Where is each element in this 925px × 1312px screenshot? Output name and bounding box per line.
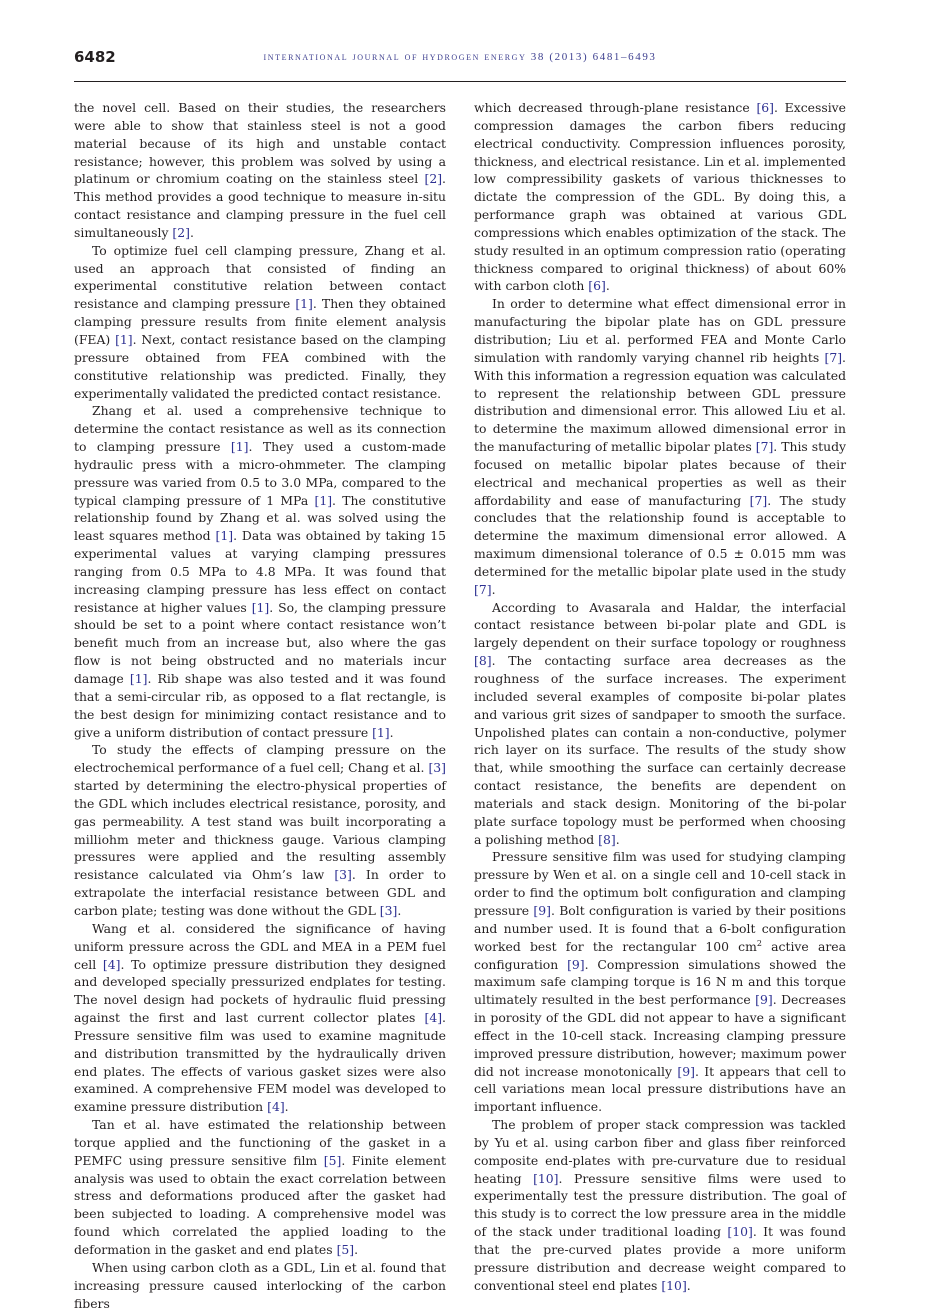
text-run: . xyxy=(491,581,496,597)
text-run: . xyxy=(189,224,194,240)
text-run: When using carbon cloth as a GDL, Lin et al. found that increasing pressure caused interlocking of the carbon fibers xyxy=(74,1259,446,1311)
citation-link[interactable]: [7] xyxy=(755,439,774,455)
text-run: . The constitutive relationship found by Zhang et al. was solved using the least squares method xyxy=(74,492,446,544)
text-run: . This study focused on metallic bipolar plates because of their electrical and mechanical properties as well as their affordability and ease of manufacturing xyxy=(474,439,846,508)
page-header xyxy=(74,48,846,82)
paragraph xyxy=(474,1116,846,1294)
paragraph xyxy=(74,920,446,1116)
paragraph xyxy=(74,242,446,403)
citation-link[interactable]: [1] xyxy=(230,439,249,455)
citation-link[interactable]: [6] xyxy=(756,100,775,115)
text-run: . The contacting surface area decreases as the roughness of the surface increases. The experiment included several examples of composite bi-polar plates and various grit sizes of sandpaper to smooth the surface. Unpolished plates can contain a non-conductive, polymer rich layer on its surface. The results of the study show that, while smoothing the surface can certainly decrease contact resistance, the benefits are dependent on materials and stack design. Monitoring of the bi-polar plate surface topology must be performed when choosing a polishing method xyxy=(474,653,846,847)
text-run: To study the effects of clamping pressure on the electrochemical performance of a fuel cell; Chang et al. xyxy=(74,742,446,776)
text-run: . xyxy=(605,278,610,294)
text-run: . Decreases in porosity of the GDL did not appear to have a significant effect in the 10-cell stack. Increasing clamping pressure improved pressure distribution, however; maximum power did not increase monotonically xyxy=(474,992,846,1079)
text-run: started by determining the electro-physical properties of the GDL which includes electrical resistance, porosity, and gas permeability. A test stand was built incorporating a milliohm meter and thickness gauge. Various clamping pressures were applied and the resulting assembly resistance calculated via Ohm’s law xyxy=(74,778,446,883)
citation-link[interactable]: [10] xyxy=(533,1170,559,1186)
citation-link[interactable]: [4] xyxy=(424,1010,443,1026)
citation-link[interactable]: [9] xyxy=(755,992,773,1008)
text-run: . xyxy=(284,1099,289,1115)
citation-link[interactable]: [8] xyxy=(598,831,616,847)
citation-link[interactable]: [9] xyxy=(677,1063,695,1079)
text-run: Zhang et al. used a comprehensive technique to determine the contact resistance as well as its connection to clamping pressure xyxy=(74,403,446,455)
citation-link[interactable]: [9] xyxy=(567,956,585,972)
citation-link[interactable]: [3] xyxy=(379,902,398,918)
text-run: The problem of proper stack compression was tackled by Yu et al. using carbon fiber and glass fiber reinforced composite end-plates with pre-curvature due to residual heating xyxy=(474,1117,846,1186)
citation-link[interactable]: [5] xyxy=(336,1242,355,1257)
paragraph xyxy=(474,599,846,849)
paragraph xyxy=(474,295,846,598)
text-run: the novel cell. Based on their studies, the researchers were able to show that stainless steel is not a good material because of its high and unstable contact resistance; however, this problem was solved by using a platinum or chromium coating on the stainless steel xyxy=(74,100,446,187)
paragraph xyxy=(74,741,446,919)
text-run: . xyxy=(389,724,394,740)
citation-link[interactable]: [10] xyxy=(727,1224,753,1240)
text-run: . xyxy=(615,831,620,847)
citation-link[interactable]: [7] xyxy=(824,349,843,365)
text-run: active area configuration xyxy=(474,938,846,972)
text-run: . Pressure sensitive films were used to experimentally test the pressure distribution. The goal of this study is to correct the low pressure area in the middle of the stack under traditional loading xyxy=(474,1170,846,1240)
citation-link[interactable]: [1] xyxy=(129,671,148,686)
text-run: . xyxy=(354,1242,359,1257)
citation-link[interactable]: [4] xyxy=(267,1099,285,1115)
citation-link[interactable]: [1] xyxy=(115,331,133,347)
citation-link[interactable]: [1] xyxy=(372,724,390,740)
citation-link[interactable]: [3] xyxy=(334,867,352,883)
citation-link[interactable]: [10] xyxy=(661,1277,687,1293)
text-run: Tan et al. have estimated the relationship between torque applied and the functioning of the gasket in a PEMFC using pressure sensitive film xyxy=(74,1117,446,1168)
citation-link[interactable]: [1] xyxy=(314,492,333,508)
text-run: . The study concludes that the relationship found is acceptable to determine the maximum dimensional error allowed. A maximum dimensional tolerance of 0.5 ± 0.015 mm was determined for the metallic bipolar plate used in the study xyxy=(474,492,846,579)
citation-link[interactable]: [6] xyxy=(588,278,606,294)
text-run: . Data was obtained by taking 15 experimental values at varying clamping pressures ranging from 0.5 MPa to 4.8 MPa. It was found that increasing clamping pressure has less effect on contact resistance at higher values xyxy=(74,528,446,615)
text-run: Pressure sensitive film was used for studying clamping pressure by Wen et al. on a single cell and 10-cell stack in order to find the optimum bolt configuration and clamping pressure xyxy=(474,849,846,918)
paragraph xyxy=(474,848,846,1116)
text-run: In order to determine what effect dimensional error in manufacturing the bipolar plate has on GDL pressure distribution; Liu et al. performed FEA and Monte Carlo simulation with randomly varying channel rib heights xyxy=(474,296,846,365)
text-run: To optimize fuel cell clamping pressure, Zhang et al. used an approach that consisted of finding an experimental constitutive relation between contact resistance and clamping pressure xyxy=(74,242,446,312)
text-run: . Bolt configuration is varied by their positions and number used. It is found that a 6-bolt configuration worked best for the rectangular 100 cm xyxy=(474,902,846,954)
text-run: . With this information a regression equation was calculated to represent the relationship between GDL pressure distribution and dimensional error. This allowed Liu et al. to determine the maximum allowed dimensional error in the manufacturing of metallic bipolar plates xyxy=(474,349,846,455)
text-run: . xyxy=(397,902,402,918)
paragraph xyxy=(474,99,846,295)
citation-link[interactable]: [2] xyxy=(172,224,190,240)
text-run: . Finite element analysis was used to obtain the exact correlation between stress and deformations produced after the gasket had been subjected to loading. A comprehensive model was found which correlated the applied loading to the deformation in the gasket and end plates xyxy=(74,1152,446,1257)
journal-title: international journal of hydrogen energy 38 (2013) 6481–6493 xyxy=(263,51,657,63)
text-run: . In order to extrapolate the interfacial resistance between GDL and carbon plate; testing was done without the GDL xyxy=(74,867,446,918)
text-run: . xyxy=(686,1277,691,1293)
text-run: According to Avasarala and Haldar, the interfacial contact resistance between bi-polar plate and GDL is largely dependent on their surface topology or roughness xyxy=(474,599,846,651)
citation-link[interactable]: [2] xyxy=(424,171,443,187)
left-column xyxy=(74,99,446,1312)
right-column xyxy=(474,99,846,1295)
citation-link[interactable]: [1] xyxy=(295,296,313,312)
citation-link[interactable]: [9] xyxy=(533,902,551,918)
text-run: . To optimize pressure distribution they designed and developed specially pressurized endplates for testing. The novel design had pockets of hydraulic fluid pressing against the first and last current collector plates xyxy=(74,956,446,1026)
text-run: . Then they obtained clamping pressure results from finite element analysis (FEA) xyxy=(74,296,446,347)
text-run: . They used a custom-made hydraulic press with a micro-ohmmeter. The clamping pressure was varied from 0.5 to 3.0 MPa, compared to the typical clamping pressure of 1 MPa xyxy=(74,439,446,508)
header-rule xyxy=(74,81,846,82)
citation-link[interactable]: [5] xyxy=(323,1152,342,1168)
text-run: . This method provides a good technique to measure in-situ contact resistance and clamping pressure in the fuel cell simultaneously xyxy=(74,171,446,240)
text-run: Wang et al. considered the significance of having uniform pressure across the GDL and MEA in a PEM fuel cell xyxy=(74,920,446,972)
citation-link[interactable]: [7] xyxy=(474,581,492,597)
citation-link[interactable]: [1] xyxy=(251,599,270,615)
superscript: 2 xyxy=(756,938,762,948)
text-run: . So, the clamping pressure should be set to a point where contact resistance won’t benefit much from an increase but, also where the gas flow is not being obstructed and no materials incur damage xyxy=(74,599,447,686)
citation-link[interactable]: [7] xyxy=(749,492,768,508)
text-run: which decreased through-plane resistance xyxy=(474,100,757,115)
citation-link[interactable]: [1] xyxy=(215,528,234,544)
text-run: . Rib shape was also tested and it was found that a semi-circular rib, as opposed to a flat rectangle, is the best design for minimizing contact resistance and to give a uniform distribution of contact pressure xyxy=(74,671,446,740)
text-run: . It appears that cell to cell variations mean local pressure distributions have an important influence. xyxy=(474,1063,846,1115)
citation-link[interactable]: [4] xyxy=(102,956,121,972)
paragraph xyxy=(74,99,446,242)
paragraph xyxy=(74,402,446,741)
text-run: . Excessive compression damages the carbon fibers reducing electrical conductivity. Compression influences porosity, thickness, and electrical resistance. Lin et al. implemented low compressibility gaskets of various thicknesses to dictate the compression of the GDL. By doing this, a performance graph was obtained at various GDL compressions which enables optimization of the stack. The study resulted in an optimum compression ratio (operating thickness compared to original thickness) of about 60% with carbon cloth xyxy=(474,100,847,294)
citation-link[interactable]: [8] xyxy=(474,653,492,669)
paragraph xyxy=(74,1116,446,1259)
text-run: . Compression simulations showed the maximum safe clamping torque is 16 N m and this torque ultimately resulted in the best performance xyxy=(474,956,846,1008)
page-number: 6482 xyxy=(74,48,116,66)
citation-link[interactable]: [3] xyxy=(428,760,446,776)
text-run: . Pressure sensitive film was used to examine magnitude and distribution transmitted by the hydraulically driven end plates. The effects of various gasket sizes were also examined. A comprehensive FEM model was developed to examine pressure distribution xyxy=(74,1010,446,1115)
paragraph xyxy=(74,1259,446,1312)
text-run: . It was found that the pre-curved plates provide a more uniform pressure distribution and decrease weight compared to conventional steel end plates xyxy=(474,1224,847,1293)
text-run: . Next, contact resistance based on the clamping pressure obtained from FEA combined with the constitutive relationship was predicted. Finally, they experimentally validated the predicted contact resistance. xyxy=(74,331,446,401)
